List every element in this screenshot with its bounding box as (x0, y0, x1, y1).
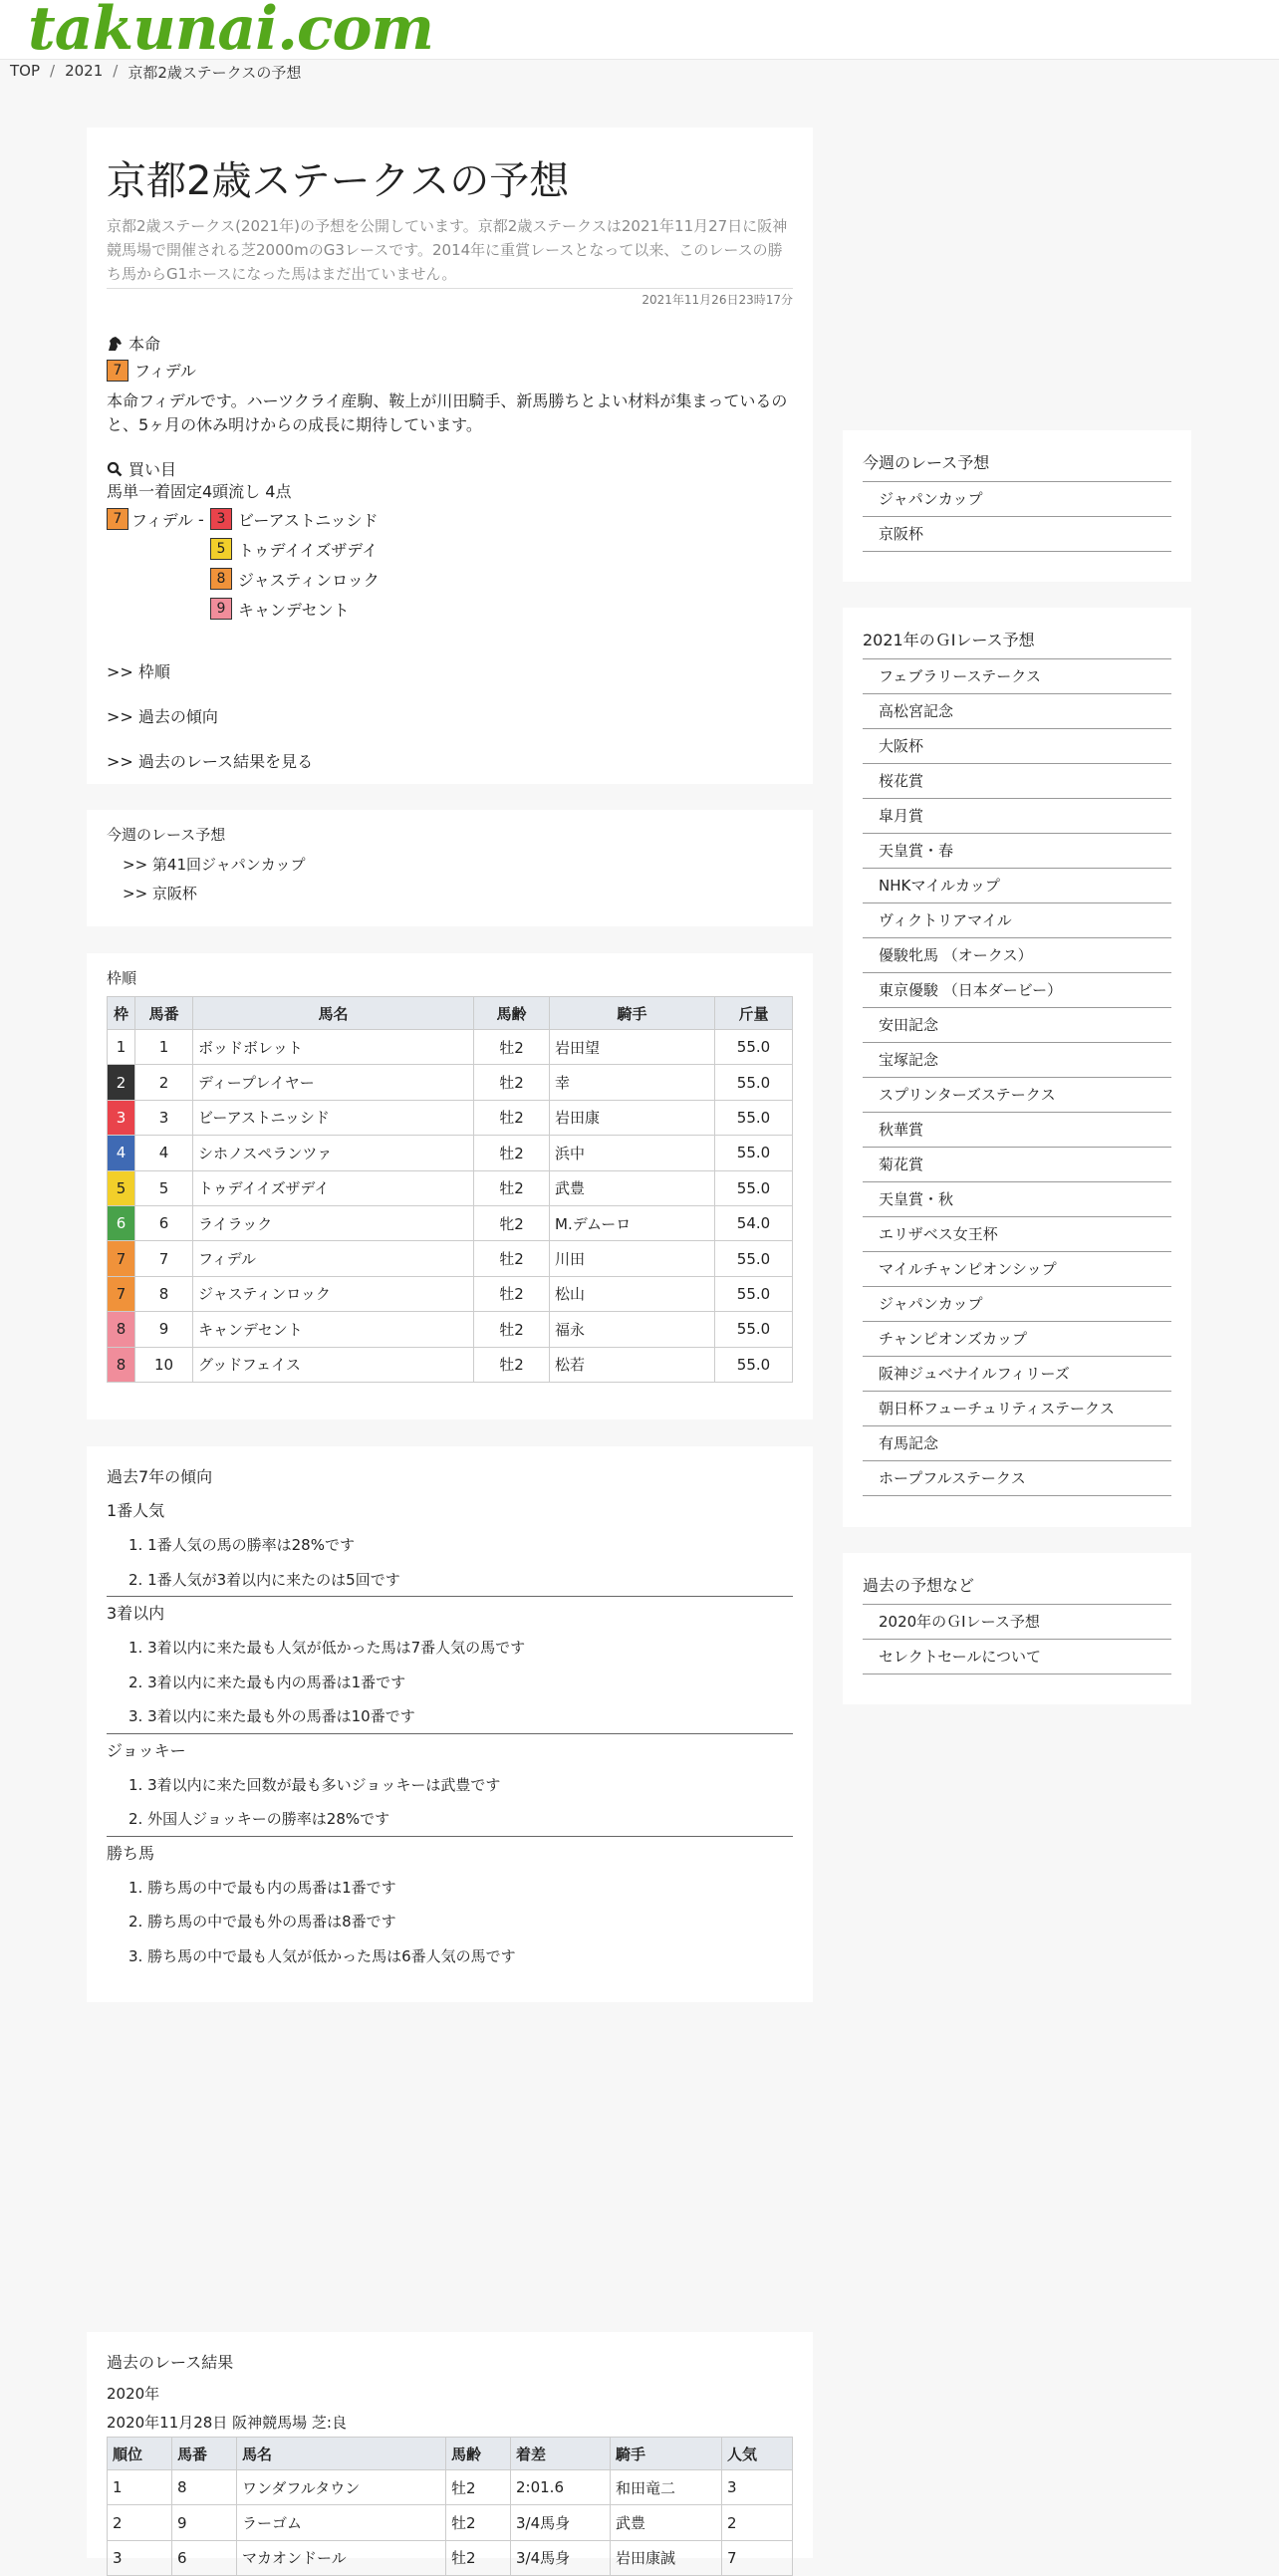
age-cell: 牡2 (446, 2470, 511, 2505)
number-cell: 3 (135, 1100, 193, 1135)
sidebar-g1-link[interactable]: 東京優駿 （日本ダービー） (863, 973, 1171, 1008)
weight-cell: 55.0 (715, 1100, 793, 1135)
sidebar-g1-link[interactable]: 朝日杯フューチュリティステークス (863, 1392, 1171, 1426)
sidebar-g1-link[interactable]: 大阪杯 (863, 729, 1171, 764)
horse-name-cell: ディープレイヤー (193, 1065, 474, 1100)
number-cell: 5 (135, 1170, 193, 1205)
trend-item-number: 1. (128, 1775, 148, 1794)
partner-horse: ビーアストニッシド (238, 510, 379, 530)
trend-item-text: 勝ち馬の中で最も人気が低かった馬は6番人気の馬です (147, 1946, 516, 1965)
age-cell: 牝2 (474, 1205, 550, 1240)
jockey-cell: 岩田康 (550, 1100, 715, 1135)
sidebar-g1-link[interactable]: 皐月賞 (863, 799, 1171, 834)
number-cell: 4 (135, 1136, 193, 1170)
col-header: 騎手 (550, 997, 715, 1030)
waku-cell: 2 (108, 1065, 135, 1100)
trend-item (107, 1528, 793, 1563)
waku-badge: 5 (210, 538, 232, 560)
waku-badge: 7 (107, 508, 128, 530)
number-cell: 7 (135, 1241, 193, 1276)
number-cell: 1 (135, 1030, 193, 1065)
trend-item (107, 1699, 793, 1734)
jockey-cell: 松若 (550, 1347, 715, 1382)
age-cell: 牡2 (474, 1276, 550, 1311)
waku-cell: 1 (108, 1030, 135, 1065)
trend-heading: 1番人気 (107, 1501, 165, 1520)
col-header: 馬番 (135, 997, 193, 1030)
waku-cell: 6 (108, 1205, 135, 1240)
sidebar-g1-link[interactable]: 天皇賞・秋 (863, 1182, 1171, 1217)
horse-name-cell: シホノスペランツァ (193, 1136, 474, 1170)
number-cell: 2 (135, 1065, 193, 1100)
trend-heading: 勝ち馬 (107, 1843, 155, 1863)
age-cell: 牡2 (474, 1030, 550, 1065)
sidebar-past-link[interactable]: セレクトセールについて (863, 1640, 1171, 1674)
trend-item-text: 勝ち馬の中で最も内の馬番は1番です (147, 1878, 396, 1897)
this-week-link-keihan-hai[interactable]: >> 京阪杯 (123, 885, 197, 902)
past-results-table (107, 2437, 793, 2576)
sidebar-past (843, 1553, 1191, 1704)
jockey-cell: 幸 (550, 1065, 715, 1100)
partner-horse: ジャスティンロック (238, 570, 380, 590)
breadcrumb-year[interactable]: 2021 (65, 62, 104, 80)
table-row (108, 1347, 793, 1382)
trend-heading: 3着以内 (107, 1604, 165, 1623)
breadcrumb (10, 62, 301, 83)
table-row (108, 2505, 793, 2540)
weight-cell: 55.0 (715, 1276, 793, 1311)
sidebar-g1-link[interactable]: 秋華賞 (863, 1113, 1171, 1148)
trend-item-text: 1番人気の馬の勝率は28%です (147, 1536, 355, 1554)
table-row (108, 1312, 793, 1347)
trend-item-number: 1. (128, 1639, 148, 1657)
col-header: 馬齢 (446, 2438, 511, 2470)
link-past-results[interactable]: >> 過去のレース結果を見る (107, 752, 314, 771)
horse-name-cell: ボッドボレット (193, 1030, 474, 1065)
col-header: 馬名 (237, 2438, 446, 2470)
trend-item-number: 2. (128, 1570, 148, 1589)
partner-horse: トゥデイイズザデイ (238, 540, 379, 560)
trend-item (107, 1905, 793, 1939)
age-cell: 牡2 (474, 1241, 550, 1276)
kaime-partners (210, 504, 380, 624)
sidebar-g1-title: 2021年のＧⅠレース予想 (863, 622, 1171, 659)
sidebar-g1-link[interactable]: フェブラリーステークス (863, 659, 1171, 694)
breadcrumb-current: 京都2歳ステークスの予想 (128, 64, 302, 82)
past-results-title: 過去のレース結果 (107, 2353, 234, 2372)
site-logo[interactable]: takunai.com (28, 0, 434, 64)
rank-cell: 1 (108, 2470, 172, 2505)
sidebar-g1-link[interactable]: スプリンターズステークス (863, 1078, 1171, 1113)
weight-cell: 55.0 (715, 1030, 793, 1065)
number-cell: 10 (135, 1347, 193, 1382)
sidebar-this-week (843, 430, 1191, 582)
trend-item-number: 3. (128, 1946, 148, 1965)
honmei-horse: フィデル (134, 362, 196, 381)
waku-cell: 7 (108, 1276, 135, 1311)
margin-cell: 3/4馬身 (511, 2505, 611, 2540)
jockey-cell: 川田 (550, 1241, 715, 1276)
this-week-title: 今週のレース予想 (107, 826, 226, 844)
partner-row (210, 594, 380, 624)
weight-cell: 55.0 (715, 1312, 793, 1347)
trend-item-number: 2. (128, 1810, 148, 1828)
table-row (108, 1030, 793, 1065)
trend-item-text: 勝ち馬の中で最も外の馬番は8番です (147, 1913, 396, 1931)
partner-row (210, 504, 380, 534)
table-row (108, 1136, 793, 1170)
age-cell: 牡2 (474, 1170, 550, 1205)
trend-item-number: 1. (128, 1878, 148, 1897)
table-row (108, 1241, 793, 1276)
age-cell: 牡2 (474, 1312, 550, 1347)
waku-cell: 5 (108, 1170, 135, 1205)
number-cell: 9 (135, 1312, 193, 1347)
col-header: 馬名 (193, 997, 474, 1030)
waku-badge: 8 (210, 568, 232, 590)
number-cell: 8 (172, 2470, 237, 2505)
site-header (0, 0, 1279, 64)
entries-card (87, 953, 813, 1419)
jockey-cell: 福永 (550, 1312, 715, 1347)
popularity-cell: 2 (722, 2505, 793, 2540)
sidebar-this-week-title: 今週のレース予想 (863, 444, 1171, 482)
entries-table (107, 996, 793, 1383)
sidebar-g1-link[interactable]: ホープフルステークス (863, 1461, 1171, 1496)
weight-cell: 55.0 (715, 1136, 793, 1170)
trend-item-number: 3. (128, 1707, 148, 1725)
sidebar-g1-link[interactable]: 安田記念 (863, 1008, 1171, 1043)
age-cell: 牡2 (474, 1065, 550, 1100)
col-header: 馬番 (172, 2438, 237, 2470)
sidebar-g1-link[interactable]: ヴィクトリアマイル (863, 903, 1171, 938)
jockey-cell: M.デムーロ (550, 1205, 715, 1240)
waku-cell: 3 (108, 1100, 135, 1135)
sidebar-g1-link[interactable]: 阪神ジュベナイルフィリーズ (863, 1357, 1171, 1392)
age-cell: 牡2 (474, 1347, 550, 1382)
past-results-card (87, 2332, 813, 2568)
number-cell: 6 (135, 1205, 193, 1240)
waku-cell: 8 (108, 1347, 135, 1382)
popularity-cell: 7 (722, 2540, 793, 2575)
article-links (107, 659, 793, 772)
sidebar-g1-link[interactable]: 桜花賞 (863, 764, 1171, 799)
waku-cell: 7 (108, 1241, 135, 1276)
weight-cell: 54.0 (715, 1205, 793, 1240)
jockey-cell: 和田竜二 (611, 2470, 722, 2505)
honmei-comment: 本命フィデルです。ハーツクライ産駒、鞍上が川田騎手、新馬勝ちとよい材料が集まっているのと、5ヶ月の休み明けからの成長に期待しています。 (107, 391, 788, 434)
col-header: 人気 (722, 2438, 793, 2470)
margin-cell: 3/4馬身 (511, 2540, 611, 2575)
table-row (108, 1170, 793, 1205)
sidebar-g1-link[interactable]: 有馬記念 (863, 1426, 1171, 1461)
popularity-cell: 3 (722, 2470, 793, 2505)
horse-name-cell: ジャスティンロック (193, 1276, 474, 1311)
trend-item-text: 3着以内に来た回数が最も多いジョッキーは武豊です (147, 1775, 501, 1794)
trend-item-number: 2. (128, 1913, 148, 1931)
table-row (108, 1100, 793, 1135)
col-header: 着差 (511, 2438, 611, 2470)
jockey-cell: 岩田望 (550, 1030, 715, 1065)
jockey-cell: 浜中 (550, 1136, 715, 1170)
trend-item (107, 1871, 793, 1906)
honmei-label: 本命 (128, 335, 161, 354)
publish-date: 2021年11月26日23時17分 (107, 288, 793, 308)
waku-badge: 3 (210, 508, 232, 530)
partner-row (210, 534, 380, 564)
col-header: 順位 (108, 2438, 172, 2470)
trend-item-text: 外国人ジョッキーの勝率は28%です (147, 1810, 390, 1828)
trend-item (107, 1939, 793, 1974)
trend-item-text: 3着以内に来た最も人気が低かった馬は7番人気の馬です (147, 1639, 526, 1657)
partner-horse: キャンデセント (238, 600, 350, 620)
article-lead: 京都2歳ステークス(2021年)の予想を公開しています。京都2歳ステークスは2021年11月27日に阪神競馬場で開催される芝2000mのG3レースです。2014年に重賞レースとなって以来、このレースの勝ち馬からG1ホースになった馬はまだ出ていません。 (107, 217, 788, 283)
horse-name-cell: マカオンドール (237, 2540, 446, 2575)
jockey-cell: 武豊 (550, 1170, 715, 1205)
weight-cell: 55.0 (715, 1065, 793, 1100)
jockey-cell: 松山 (550, 1276, 715, 1311)
weight-cell: 55.0 (715, 1241, 793, 1276)
breadcrumb-separator: / (50, 62, 56, 80)
number-cell: 9 (172, 2505, 237, 2540)
horse-icon (107, 336, 123, 352)
col-header: 騎手 (611, 2438, 722, 2470)
page-title: 京都2歳ステークスの予想 (107, 158, 570, 204)
table-row (108, 1276, 793, 1311)
trends-card (87, 1446, 813, 2002)
trend-item (107, 1631, 793, 1666)
margin-cell: 2:01.6 (511, 2470, 611, 2505)
horse-name-cell: ライラック (193, 1205, 474, 1240)
trend-item-number: 2. (128, 1673, 148, 1691)
kaime-label: 買い目 (128, 460, 177, 479)
waku-cell: 4 (108, 1136, 135, 1170)
sidebar-g1-link[interactable]: マイルチャンピオンシップ (863, 1252, 1171, 1287)
trend-item-text: 3着以内に来た最も内の馬番は1番です (147, 1673, 406, 1691)
sidebar-g1-link[interactable]: 優駿牝馬 （オークス） (863, 938, 1171, 973)
sidebar-g1-link[interactable]: 宝塚記念 (863, 1043, 1171, 1078)
entries-title: 枠順 (107, 969, 137, 987)
trend-item (107, 1802, 793, 1837)
col-header: 馬齢 (474, 997, 550, 1030)
this-week-link-japan-cup[interactable]: >> 第41回ジャパンカップ (123, 856, 306, 874)
trend-item-number: 1. (128, 1536, 148, 1554)
col-header: 斤量 (715, 997, 793, 1030)
col-header: 枠 (108, 997, 135, 1030)
sidebar-week-link[interactable]: ジャパンカップ (863, 482, 1171, 517)
trend-item (107, 1666, 793, 1700)
search-icon (107, 461, 123, 477)
sidebar-g1-link[interactable]: ジャパンカップ (863, 1287, 1171, 1322)
sidebar-g1 (843, 608, 1191, 1527)
kaime-section (107, 457, 793, 624)
rank-cell: 3 (108, 2540, 172, 2575)
jockey-cell: 武豊 (611, 2505, 722, 2540)
past-race-info: 2020年11月28日 阪神競馬場 芝:良 (107, 2414, 347, 2432)
trend-item-text: 3着以内に来た最も外の馬番は10番です (147, 1707, 415, 1725)
sidebar-week-link[interactable]: 京阪杯 (863, 517, 1171, 552)
horse-name-cell: トゥデイイズザデイ (193, 1170, 474, 1205)
sidebar-g1-link[interactable]: 天皇賞・春 (863, 834, 1171, 869)
table-row (108, 1065, 793, 1100)
sidebar-past-link[interactable]: 2020年のＧⅠレース予想 (863, 1605, 1171, 1640)
prediction-card (87, 128, 813, 784)
breadcrumb-top[interactable]: TOP (10, 62, 41, 80)
waku-badge: 9 (210, 598, 232, 620)
breadcrumb-separator: / (113, 62, 119, 80)
horse-name-cell: フィデル (193, 1241, 474, 1276)
honmei-section (107, 332, 793, 437)
horse-name-cell: ラーゴム (237, 2505, 446, 2540)
number-cell: 8 (135, 1276, 193, 1311)
this-week-card (87, 810, 813, 926)
link-entries[interactable]: >> 枠順 (107, 662, 170, 681)
horse-name-cell: キャンデセント (193, 1312, 474, 1347)
number-cell: 6 (172, 2540, 237, 2575)
jockey-cell: 岩田康誠 (611, 2540, 722, 2575)
axis-horse: フィデル (131, 510, 193, 530)
sidebar-past-title: 過去の予想など (863, 1567, 1171, 1605)
link-trends[interactable]: >> 過去の傾向 (107, 707, 218, 726)
horse-name-cell: ビーアストニッシド (193, 1100, 474, 1135)
trends-title: 過去7年の傾向 (107, 1467, 213, 1486)
sidebar-g1-link[interactable]: NHKマイルカップ (863, 869, 1171, 903)
sidebar-g1-link[interactable]: チャンピオンズカップ (863, 1322, 1171, 1357)
sidebar-g1-link[interactable]: エリザベス女王杯 (863, 1217, 1171, 1252)
sidebar-g1-link[interactable]: 菊花賞 (863, 1148, 1171, 1182)
trend-item (107, 1563, 793, 1598)
partner-row (210, 564, 380, 594)
axis-dash: - (192, 509, 209, 529)
kaime-desc: 馬単一着固定4頭流し 4点 (107, 482, 292, 501)
waku-badge: 7 (107, 360, 128, 382)
waku-cell: 8 (108, 1312, 135, 1347)
trend-item (107, 1768, 793, 1803)
horse-name-cell: ワンダフルタウン (237, 2470, 446, 2505)
sidebar-g1-link[interactable]: 高松宮記念 (863, 694, 1171, 729)
weight-cell: 55.0 (715, 1347, 793, 1382)
weight-cell: 55.0 (715, 1170, 793, 1205)
past-year: 2020年 (107, 2385, 160, 2403)
table-row (108, 2470, 793, 2505)
horse-name-cell: グッドフェイス (193, 1347, 474, 1382)
age-cell: 牡2 (446, 2540, 511, 2575)
table-row (108, 1205, 793, 1240)
age-cell: 牡2 (446, 2505, 511, 2540)
trend-item-text: 1番人気が3着以内に来たのは5回です (147, 1570, 400, 1589)
age-cell: 牡2 (474, 1100, 550, 1135)
rank-cell: 2 (108, 2505, 172, 2540)
trend-heading: ジョッキー (107, 1740, 186, 1760)
age-cell: 牡2 (474, 1136, 550, 1170)
